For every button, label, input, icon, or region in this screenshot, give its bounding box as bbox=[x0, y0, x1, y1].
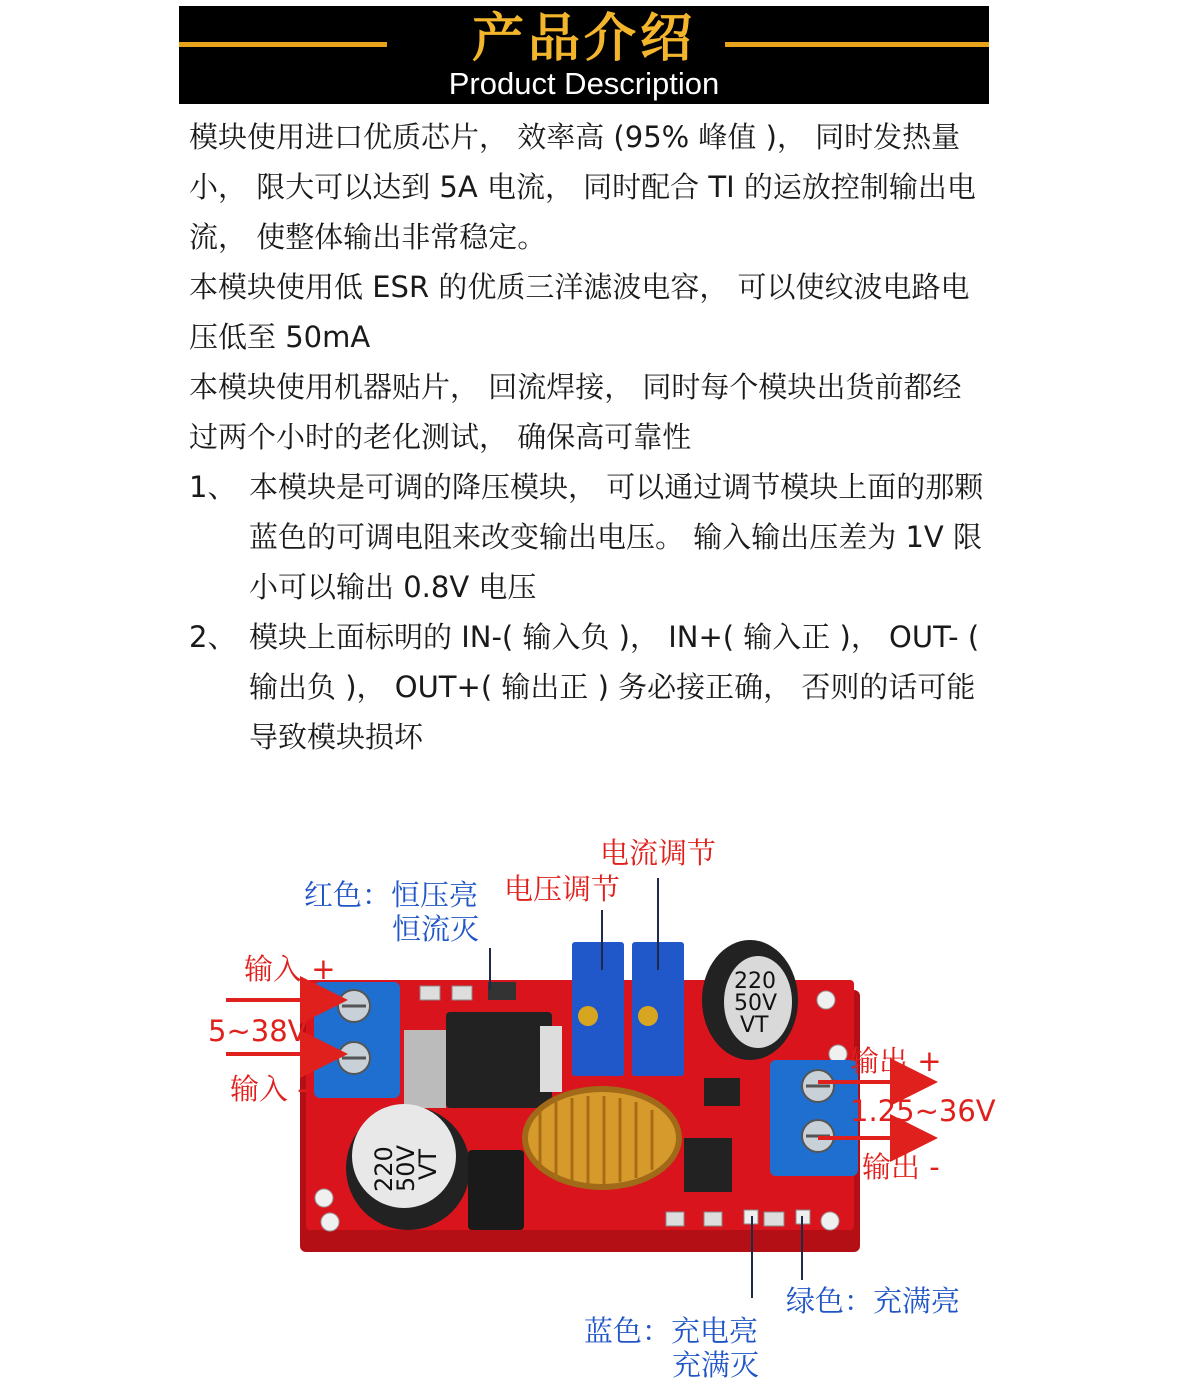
label-output-minus: 输出 - bbox=[862, 1150, 940, 1184]
cap-text: 220 bbox=[370, 1146, 398, 1192]
mount-hole bbox=[821, 1212, 839, 1230]
cap-text: 220 bbox=[734, 969, 776, 994]
voltage-pot bbox=[572, 942, 624, 1076]
label-output-range: 1.25~36V bbox=[850, 1094, 996, 1128]
diode bbox=[468, 1150, 524, 1230]
label-output-plus: 输出 + bbox=[850, 1044, 942, 1078]
paragraph-chip: 模块使用进口优质芯片， 效率高 (95% 峰值 )， 同时发热量小， 限大可以达到 5A 电流， 同时配合 TI 的运放控制输出电流， 使整体输出非常稳定。 bbox=[189, 120, 976, 254]
label-red-led-2: 恒流灭 bbox=[392, 912, 480, 946]
cap-text: VT bbox=[740, 1013, 769, 1038]
list-item bbox=[189, 612, 989, 762]
opamp bbox=[684, 1138, 732, 1192]
label-current-adjust: 电流调节 bbox=[600, 836, 717, 870]
list-number: 2、 bbox=[189, 620, 237, 654]
label-voltage-adjust: 电压调节 bbox=[504, 872, 621, 906]
header-banner bbox=[179, 6, 989, 104]
list-item bbox=[189, 462, 989, 612]
cap-text: 50V bbox=[734, 991, 778, 1016]
label-red-led-1: 红色：恒压亮 bbox=[304, 878, 479, 912]
label-blue-led-1: 蓝色：充电亮 bbox=[584, 1314, 759, 1348]
page-subtitle: Product Description bbox=[448, 66, 720, 101]
label-input-range: 5~38V bbox=[208, 1014, 308, 1048]
list-text: 本模块是可调的降压模块， 可以通过调节模块上面的那颗蓝色的可调电阻来改变输出电压。 输入输出压差为 1V 限小可以输出 0.8V 电压 bbox=[249, 470, 984, 604]
cap-text: 50V bbox=[392, 1145, 420, 1192]
cap-text: VT bbox=[414, 1148, 442, 1180]
mount-hole bbox=[321, 1213, 339, 1231]
paragraph-assembly: 本模块使用机器贴片， 回流焊接， 同时每个模块出货前都经过两个小时的老化测试， 确保高可靠性 bbox=[189, 370, 962, 454]
board-photo bbox=[0, 820, 1189, 1398]
mount-hole bbox=[315, 1189, 333, 1207]
red-led bbox=[488, 982, 516, 1000]
description bbox=[189, 112, 989, 762]
ic-chip bbox=[446, 1012, 552, 1108]
mount-hole bbox=[817, 991, 835, 1009]
board-diagram bbox=[0, 820, 1189, 1398]
label-green-led: 绿色：充满亮 bbox=[786, 1284, 961, 1318]
label-input-minus: 输入 - bbox=[230, 1072, 308, 1106]
page-title: 产品介绍 bbox=[471, 9, 696, 69]
list-text: 模块上面标明的 IN-( 输入负 )， IN+( 输入正 )， OUT- ( 输出负 )， OUT+( 输出正 ) 务必接正确， 否则的话可能导致模块损坏 bbox=[249, 620, 980, 754]
paragraph-capacitor: 本模块使用低 ESR 的优质三洋滤波电容， 可以使纹波电路电压低至 50mA bbox=[189, 270, 970, 354]
label-blue-led-2: 充满灭 bbox=[672, 1348, 760, 1382]
list-number: 1、 bbox=[189, 470, 237, 504]
label-input-plus: 输入 + bbox=[244, 952, 336, 986]
ic-pins bbox=[404, 1030, 446, 1108]
